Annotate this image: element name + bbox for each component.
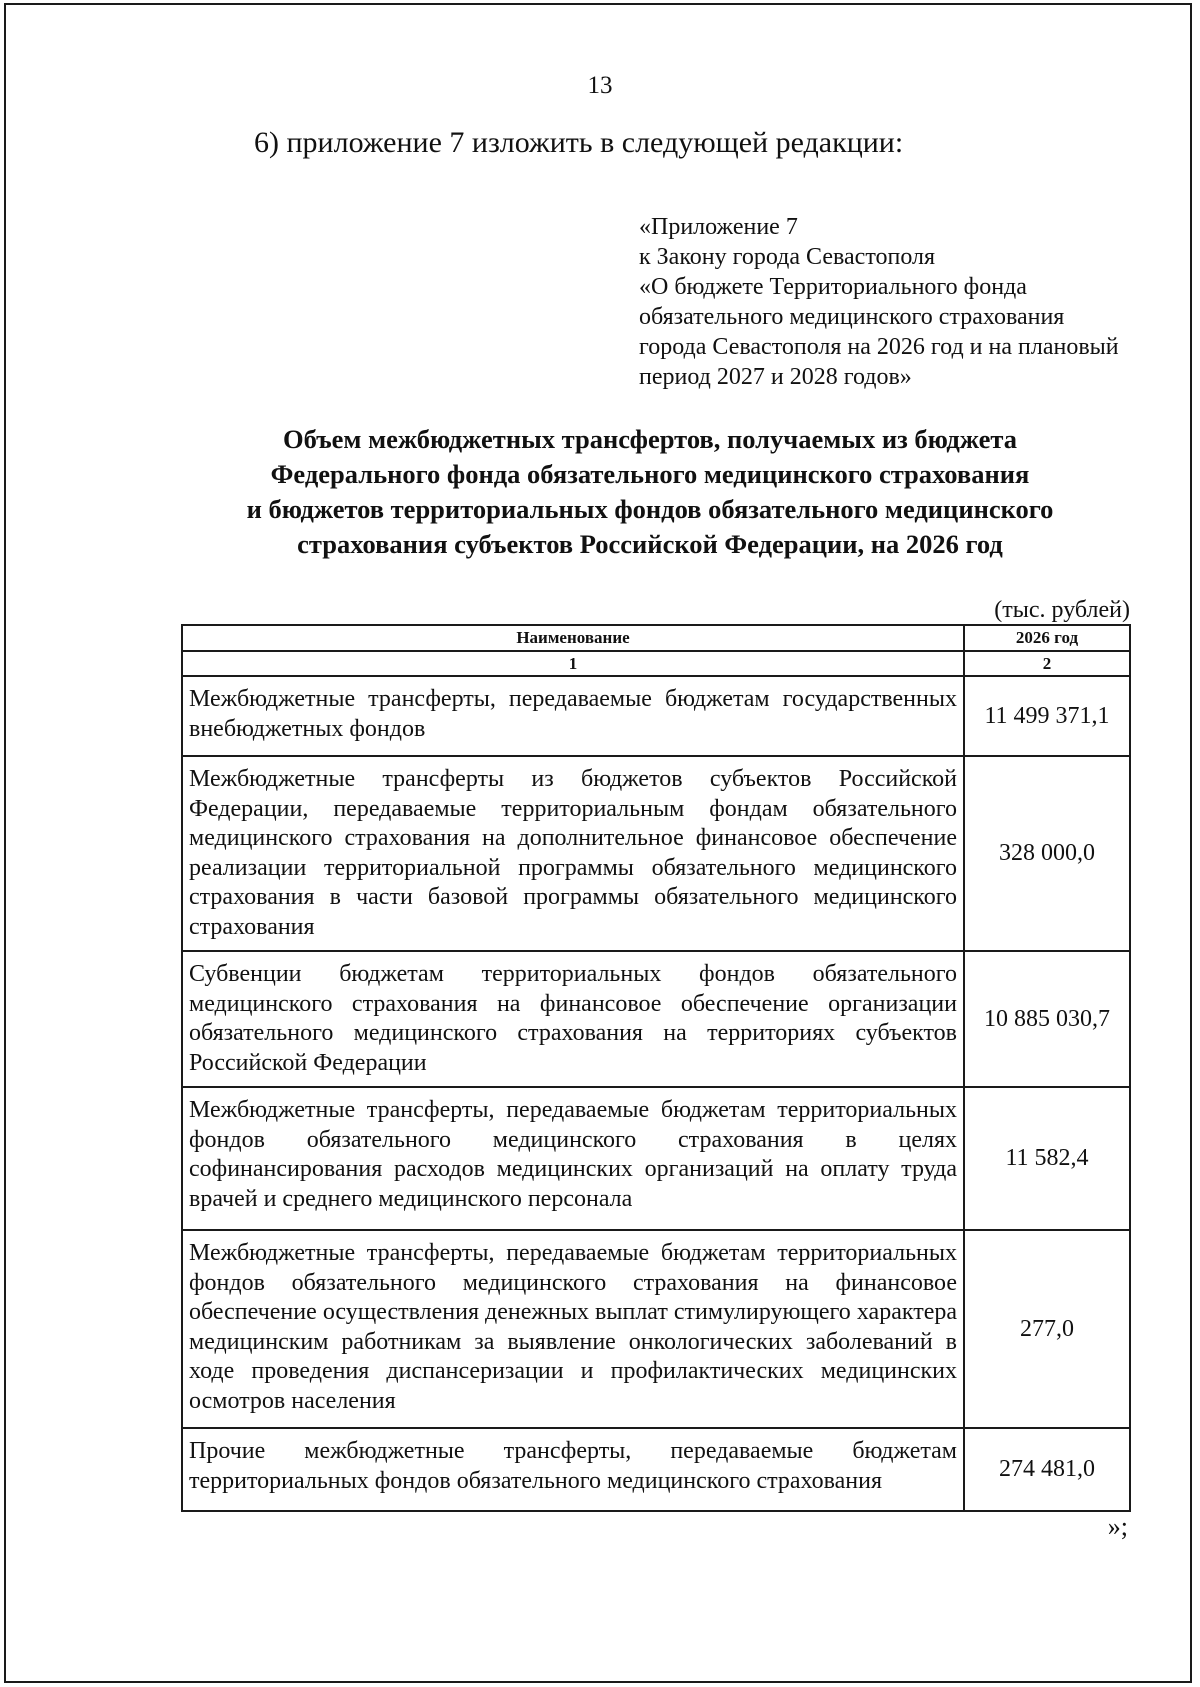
table-row	[182, 756, 1130, 951]
appendix-header-line: к Закону города Севастополя	[639, 244, 936, 270]
header-name: Наименование	[182, 625, 964, 651]
title-line: и бюджетов территориальных фондов обязательного медицинского	[246, 494, 1054, 524]
row-name: Прочие межбюджетные трансферты, передаваемые бюджетам территориальных фондов обязательного медицинского страхования	[182, 1428, 964, 1511]
column-number: 2	[964, 651, 1130, 676]
units-label: (тыс. рублей)	[994, 597, 1130, 623]
row-name: Межбюджетные трансферты, передаваемые бюджетам территориальных фондов обязательного медицинского страхования на финансовое обеспечение осуществления денежных выплат стимулирующего характера медицинским работникам за выявление онкологических заболеваний в ходе проведения диспансеризации и профилактических медицинских осмотров населения	[182, 1230, 964, 1428]
title-line: Объем межбюджетных трансфертов, получаемых из бюджета	[283, 424, 1017, 454]
table-header-row	[182, 625, 1130, 651]
page-number: 13	[587, 72, 613, 99]
row-value: 11 582,4	[964, 1087, 1130, 1230]
appendix-header-line: города Севастополя на 2026 год и на плановый	[639, 334, 1119, 360]
appendix-header-line: «Приложение 7	[639, 214, 798, 240]
table-row	[182, 1230, 1130, 1428]
appendix-header-line: обязательного медицинского страхования	[639, 304, 1065, 330]
appendix-header	[639, 212, 1119, 392]
row-value: 11 499 371,1	[964, 676, 1130, 756]
table-row	[182, 1087, 1130, 1230]
row-value: 328 000,0	[964, 756, 1130, 951]
column-number-row	[182, 651, 1130, 676]
row-name: Межбюджетные трансферты, передаваемые бюджетам государственных внебюджетных фондов	[182, 676, 964, 756]
appendix-header-line: период 2027 и 2028 годов»	[639, 364, 912, 390]
transfers-table	[181, 624, 1131, 1512]
table-row	[182, 676, 1130, 756]
row-value: 10 885 030,7	[964, 951, 1130, 1087]
amendment-instruction: 6) приложение 7 изложить в следующей редакции:	[254, 126, 904, 159]
row-name: Межбюджетные трансферты из бюджетов субъектов Российской Федерации, передаваемые территориальным фондам обязательного медицинского страхования на дополнительное финансовое обеспечение реализации территориальной программы обязательного медицинского страхования в части базовой программы обязательного медицинского страхования	[182, 756, 964, 951]
appendix-header-line: «О бюджете Территориального фонда	[639, 274, 1027, 300]
column-number: 1	[182, 651, 964, 676]
table-row	[182, 1428, 1130, 1511]
header-year: 2026 год	[964, 625, 1130, 651]
row-name: Межбюджетные трансферты, передаваемые бюджетам территориальных фондов обязательного медицинского страхования в целях софинансирования расходов медицинских организаций на оплату труда врачей и среднего медицинского персонала	[182, 1087, 964, 1230]
row-name: Субвенции бюджетам территориальных фондов обязательного медицинского страхования на финансовое обеспечение организации обязательного медицинского страхования на территориях субъектов Российской Федерации	[182, 951, 964, 1087]
row-value: 274 481,0	[964, 1428, 1130, 1511]
document-title	[170, 422, 1130, 562]
closing-quote: »;	[1107, 1512, 1128, 1541]
table-row	[182, 951, 1130, 1087]
title-line: Федерального фонда обязательного медицинского страхования	[270, 459, 1030, 489]
row-value: 277,0	[964, 1230, 1130, 1428]
title-line: страхования субъектов Российской Федерации, на 2026 год	[297, 529, 1003, 559]
